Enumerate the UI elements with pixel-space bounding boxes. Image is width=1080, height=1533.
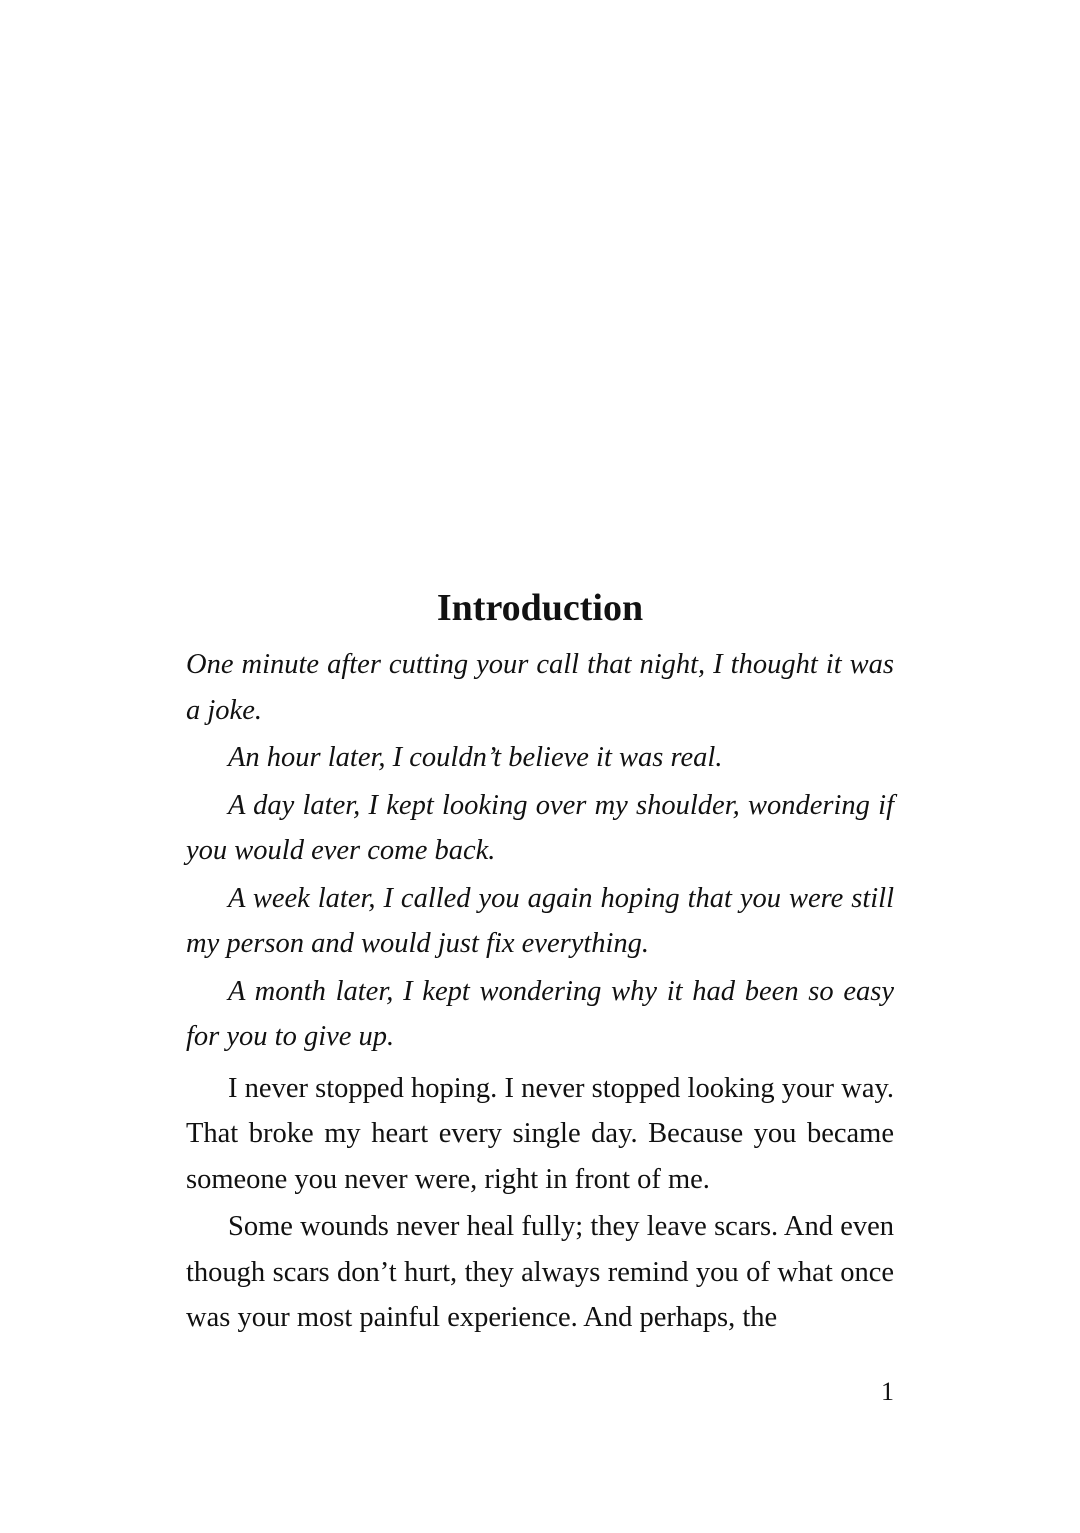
italic-paragraph-2: An hour later, I couldn’t believe it was real. bbox=[228, 742, 723, 773]
italic-paragraph-3: A day later, I kept looking over my shoulder, wondering if you would ever come back. bbox=[186, 789, 894, 866]
chapter-body bbox=[186, 642, 894, 1341]
page-number: 1 bbox=[881, 1377, 894, 1406]
body-paragraph-1: I never stopped hoping. I never stopped looking your way. That broke my heart every single day. Because you became someone you never were, right in front of me. bbox=[186, 1072, 894, 1195]
italic-paragraph-4: A week later, I called you again hoping that you were still my person and would just fix everything. bbox=[186, 882, 894, 959]
body-paragraph-2: Some wounds never heal fully; they leave scars. And even though scars don’t hurt, they always remind you of what once was your most painful experience. And perhaps, the bbox=[186, 1211, 894, 1333]
italic-paragraph-5: A month later, I kept wondering why it had been so easy for you to give up. bbox=[186, 975, 894, 1052]
chapter-title: Introduction bbox=[436, 587, 644, 629]
italic-paragraph-1: One minute after cutting your call that night, I thought it was a joke. bbox=[186, 649, 894, 726]
